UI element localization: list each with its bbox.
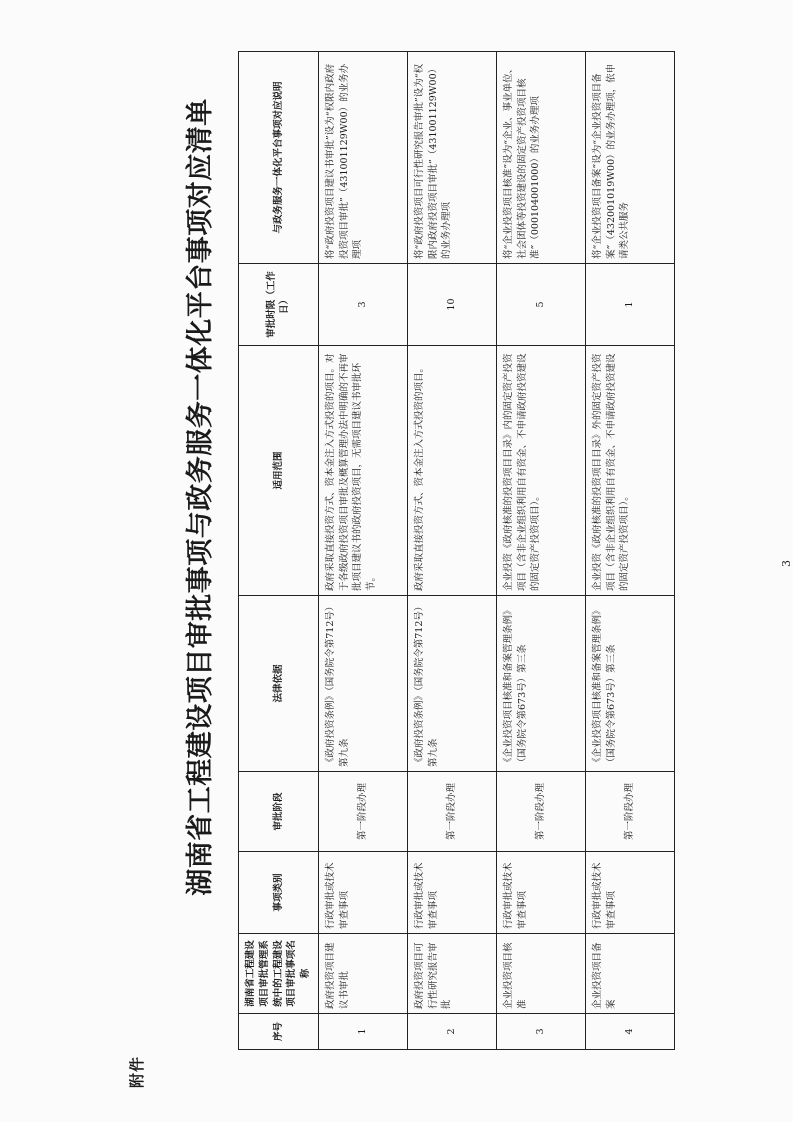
header-seq: 序号 — [239, 1014, 319, 1050]
cell-seq: 2 — [407, 1014, 496, 1050]
cell-scope: 政府采取直接投资方式、资本金注入方式投资的项目。对于各级政府投资项目审批及概算管理办法中明确的不再审批项目建议书的政府投资项目，无需项目建议书审批环节。 — [318, 346, 407, 596]
header-legal-basis: 法律依据 — [239, 596, 319, 772]
cell-legal-basis: 《政府投资条例》（国务院令第712号）第九条 — [407, 596, 496, 772]
cell-hunan-name: 企业投资项目核准 — [496, 934, 585, 1014]
cell-seq: 3 — [496, 1014, 585, 1050]
cell-mapping: 将“企业投资项目备案”设为“企业投资项目备案”（432001019W00）的业务办理项，依申请类公共服务 — [585, 52, 674, 264]
cell-seq: 1 — [318, 1014, 407, 1050]
cell-stage: 第一阶段办理 — [407, 772, 496, 852]
attachment-label: 附件 — [128, 1055, 146, 1088]
cell-mapping: 将“政府投资项目可行性研究报告审批”设为“权限内政府投资项目审批”（431001129W00）的业务办理项 — [407, 52, 496, 264]
cell-hunan-name: 政府投资项目可行性研究报告审批 — [407, 934, 496, 1014]
table-row — [585, 52, 674, 1050]
header-mapping: 与政务服务一体化平台事项对应说明 — [239, 52, 319, 264]
cell-legal-basis: 《企业投资项目核准和备案管理条例》（国务院令第673号）第三条 — [585, 596, 674, 772]
cell-mapping: 将“企业投资项目核准”设为“企业、事业单位、社会团体等投资建设的固定资产投资项目核准”（000104001000）的业务办理项 — [496, 52, 585, 264]
cell-scope: 政府采取直接投资方式、资本金注入方式投资的项目。 — [407, 346, 496, 596]
table-header-row — [239, 52, 319, 1050]
header-stage: 审批阶段 — [239, 772, 319, 852]
cell-stage: 第一阶段办理 — [318, 772, 407, 852]
table-row — [318, 52, 407, 1050]
cell-time-limit: 3 — [318, 264, 407, 346]
table-row — [407, 52, 496, 1050]
header-scope: 适用范围 — [239, 346, 319, 596]
header-time-limit: 审批时限（工作日） — [239, 264, 319, 346]
cell-category: 行政审批或技术审查事项 — [585, 852, 674, 934]
cell-stage: 第一阶段办理 — [496, 772, 585, 852]
cell-hunan-name: 政府投资项目建议书审批 — [318, 934, 407, 1014]
cell-legal-basis: 《政府投资条例》（国务院令第712号）第九条 — [318, 596, 407, 772]
mapping-table — [238, 51, 675, 1050]
cell-category: 行政审批或技术审查事项 — [318, 852, 407, 934]
document-title: 湖南省工程建设项目审批事项与政务服务一体化平台事项对应清单 — [185, 98, 216, 896]
cell-scope: 企业投资《政府核准的投资项目目录》外的固定资产投资项目（含非企业组织利用自有资金、不申请政府投资建设的固定资产投资项目）。 — [585, 346, 674, 596]
cell-category: 行政审批或技术审查事项 — [496, 852, 585, 934]
cell-legal-basis: 《企业投资项目核准和备案管理条例》（国务院令第673号）第三条 — [496, 596, 585, 772]
cell-mapping: 将“政府投资项目建议书审批”设为“权限内政府投资项目审批”（431001129W00）的业务办理项 — [318, 52, 407, 264]
cell-time-limit: 5 — [496, 264, 585, 346]
cell-seq: 4 — [585, 1014, 674, 1050]
header-category: 事项类别 — [239, 852, 319, 934]
cell-category: 行政审批或技术审查事项 — [407, 852, 496, 934]
page-number: 3 — [780, 560, 793, 567]
table-row — [496, 52, 585, 1050]
cell-stage: 第一阶段办理 — [585, 772, 674, 852]
cell-scope: 企业投资《政府核准的投资项目目录》内的固定资产投资项目（含非企业组织利用自有资金、不申请政府投资建设的固定资产投资项目）。 — [496, 346, 585, 596]
cell-time-limit: 10 — [407, 264, 496, 346]
cell-hunan-name: 企业投资项目备案 — [585, 934, 674, 1014]
cell-time-limit: 1 — [585, 264, 674, 346]
header-hunan-name: 湖南省工程建设项目审批管理系统中的工程建设项目审批事项名称 — [239, 934, 319, 1014]
